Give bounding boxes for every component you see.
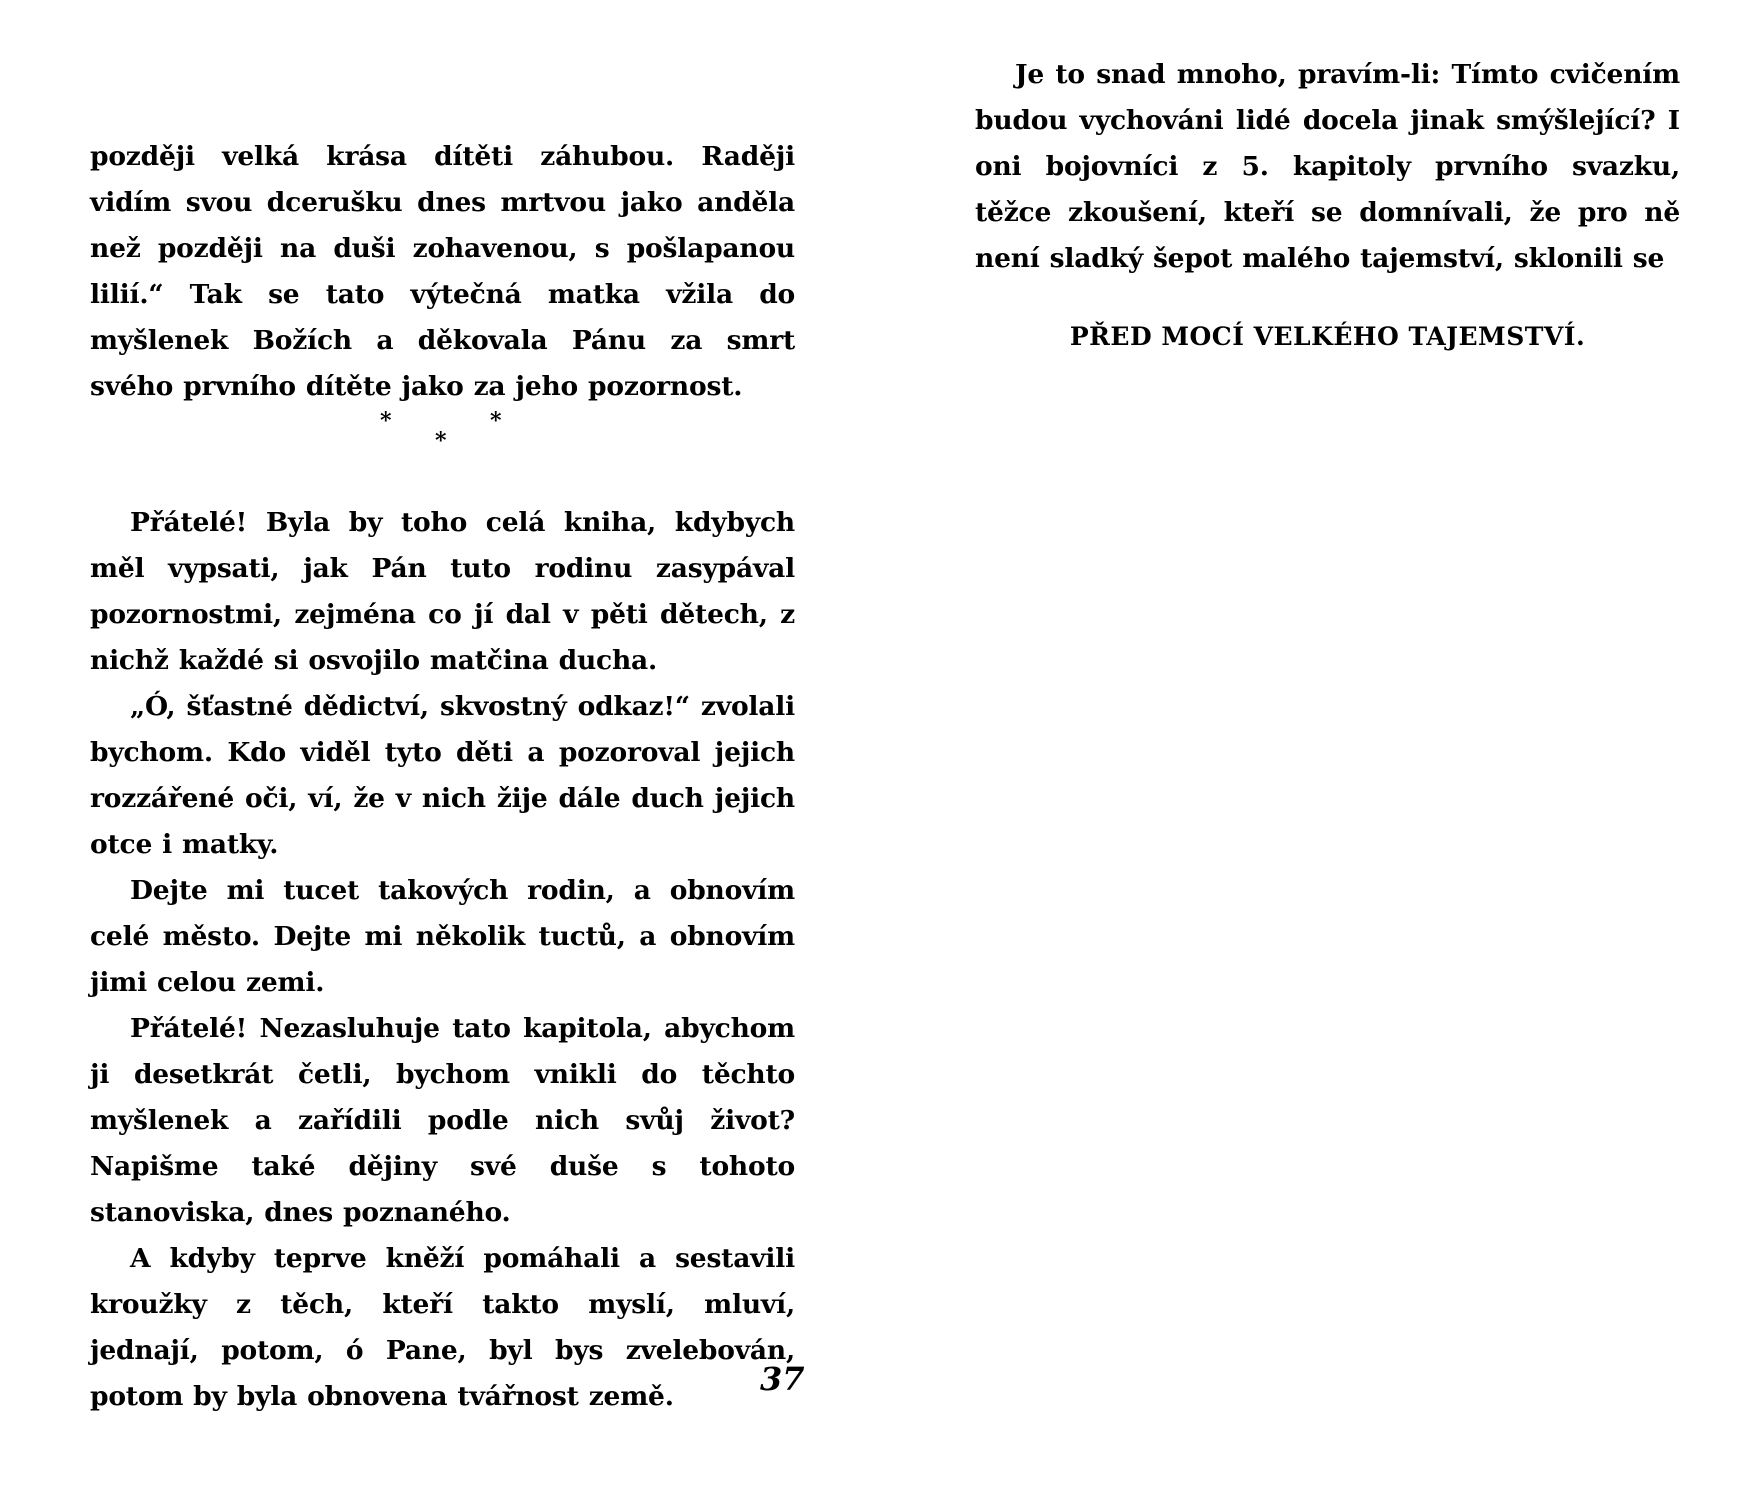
page-number: 37 [760,1360,805,1398]
right-page [975,0,1680,1500]
paragraph: Je to snad mnoho, pravím-li: Tímto cvičením budou vychováni lidé docela jinak smýšlející? I oni bojovníci z 5. kapitoly prvního svazku, těžce zkoušení, kteří se domnívali, že pro ně není sladký šepot malého tajemství, sklonili se [975,59,1680,274]
paragraph: A kdyby teprve kněží pomáhali a sestavili kroužky z těch, kteří takto myslí, mluví, jednají, potom, ó Pane, byl bys zvelebován, potom by byla obnovena tvářnost země. [90,1243,795,1412]
paragraph: Přátelé! Nezasluhuje tato kapitola, abychom ji desetkrát četli, bychom vnikli do těchto myšlenek a zařídili podle nich svůj život? Napišme také dějiny své duše s tohoto stanoviska, dnes poznaného. [90,1013,795,1228]
asterism-star: * [490,408,502,434]
paragraph: „Ó, šťastné dědictví, skvostný odkaz!“ zvolali bychom. Kdo viděl tyto děti a pozoroval jejich rozzářené oči, ví, že v nich žije dále duch jejich otce i matky. [90,691,795,860]
continued-paragraph: později velká krása dítěti záhubou. Raději vidím svou dcerušku dnes mrtvou jako anděla než později na duši zohavenou, s pošlapanou lilií.“ Tak se tato výtečná matka vžila do myšlenek Božích a děkovala Pánu za smrt svého prvního dítěte jako za jeho pozornost. [90,141,795,402]
main-text-block [90,500,795,1420]
asterism-separator [380,410,520,460]
asterism-star: * [380,408,392,434]
asterism-star: * [435,428,447,454]
chapter-heading: PŘED MOCÍ VELKÉHO TAJEMSTVÍ. [1069,322,1586,351]
left-page [90,0,805,1500]
right-paragraph-block [975,52,1680,282]
top-paragraph-block [90,134,795,410]
paragraph: Dejte mi tucet takových rodin, a obnovím celé město. Dejte mi několik tuctů, a obnovím jimi celou zemi. [90,875,795,998]
paragraph: Přátelé! Byla by toho celá kniha, kdybych měl vypsati, jak Pán tuto rodinu zasypával pozornostmi, zejména co jí dal v pěti dětech, z nichž každé si osvojilo matčina ducha. [90,507,795,676]
